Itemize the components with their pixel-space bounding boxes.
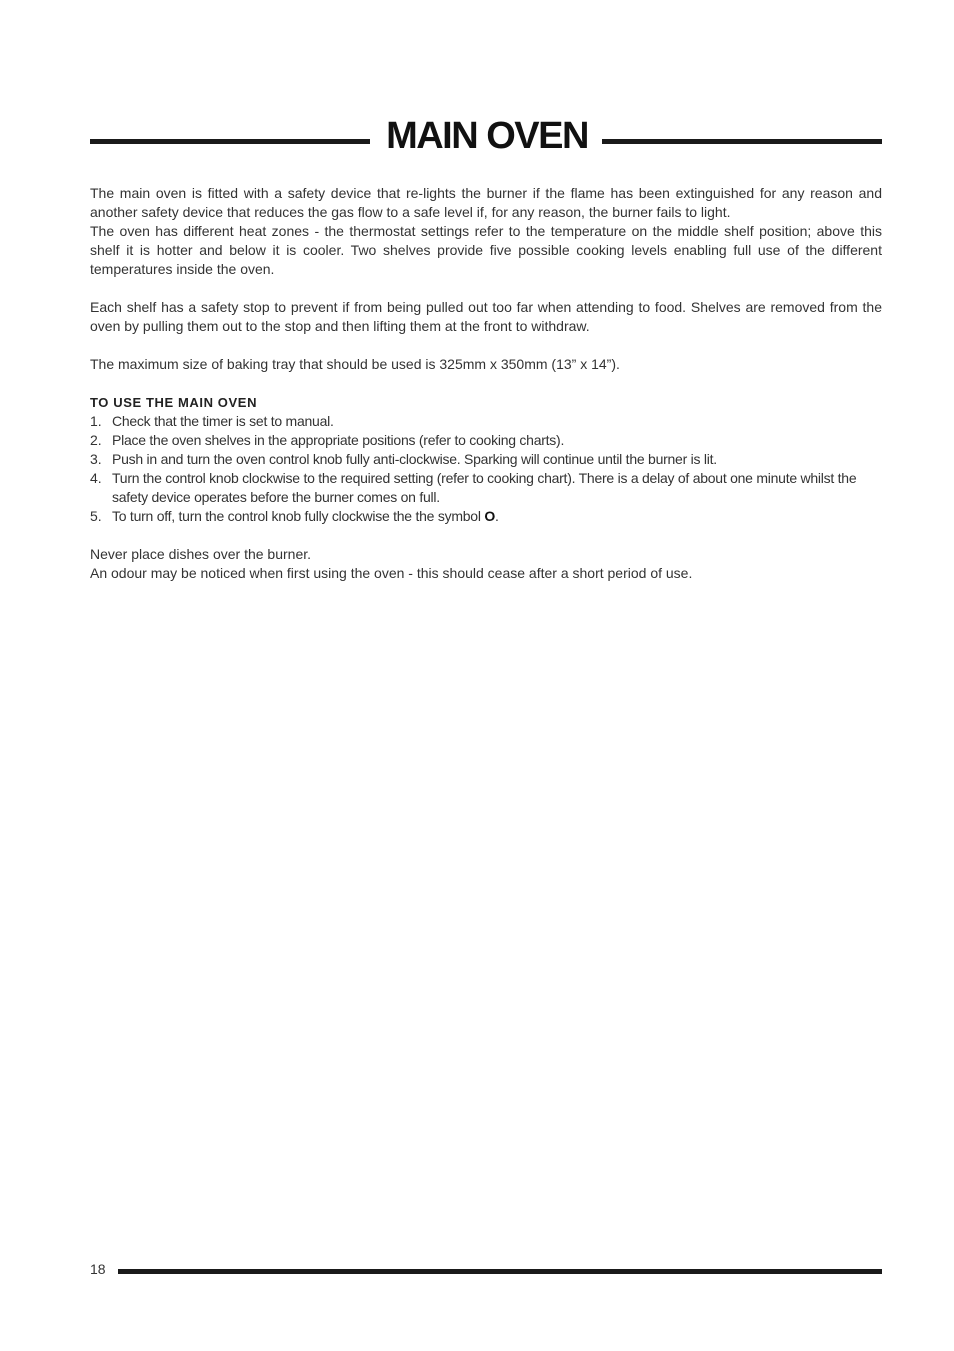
list-item (90, 431, 882, 450)
step-number: 4. (90, 470, 102, 486)
footer (90, 1258, 882, 1280)
step-number: 5. (90, 508, 102, 524)
list-item (90, 507, 882, 526)
paragraph-safety-device: The main oven is fitted with a safety device that re-lights the burner if the flame has been extinguished for any reason and another safety device that reduces the gas flow to a safe level if, for any reason, the burner fails to light. (90, 185, 882, 220)
note-odour: An odour may be noticed when first using the oven - this should cease after a short period of use. (90, 565, 693, 581)
step-text: Push in and turn the oven control knob fully anti-clockwise. Sparking will continue until the burner is lit. (112, 451, 717, 467)
note-dishes: Never place dishes over the burner. (90, 546, 312, 562)
step-text: Place the oven shelves in the appropriate positions (refer to cooking charts). (112, 432, 565, 448)
step-text-end: . (494, 508, 499, 524)
step-number: 1. (90, 413, 102, 429)
steps-list (90, 412, 882, 526)
page-number: 18 (90, 1261, 106, 1277)
paragraph-tray-size: The maximum size of baking tray that should be used is 325mm x 350mm (13” x 14”). (90, 356, 620, 372)
body-text (90, 184, 882, 583)
list-item (90, 412, 882, 431)
page-title: MAIN OVEN (386, 115, 588, 157)
list-item (90, 469, 882, 507)
paragraph-shelf-stop: Each shelf has a safety stop to prevent if from being pulled out too far when attending to food. Shelves are removed from the oven by pulling them out to the stop and then lifting them at the front to withdraw. (90, 299, 882, 334)
list-item (90, 450, 882, 469)
paragraph-heat-zones: The oven has different heat zones - the thermostat settings refer to the temperature on the middle shelf position; above this shelf it is hotter and below it is cooler. Two shelves provide five possible cooking levels enabling full use of the different temperatures inside the oven. (90, 223, 882, 277)
title-rule-left (90, 139, 370, 144)
step-text: Turn the control knob clockwise to the required setting (refer to cooking chart). There is a delay of about one minute whilst the safety device operates before the burner comes on full. (112, 470, 857, 505)
step-text (112, 507, 882, 526)
title-row (90, 112, 882, 160)
step-text: Check that the timer is set to manual. (112, 413, 334, 429)
title-rule-right (602, 139, 882, 144)
step-number: 2. (90, 432, 102, 448)
footer-rule (118, 1269, 882, 1274)
step-text-main: To turn off, turn the control knob fully clockwise the the symbol (112, 508, 485, 524)
step-number: 3. (90, 451, 102, 467)
section-heading: TO USE THE MAIN OVEN (90, 395, 258, 410)
off-symbol: O (484, 508, 495, 524)
